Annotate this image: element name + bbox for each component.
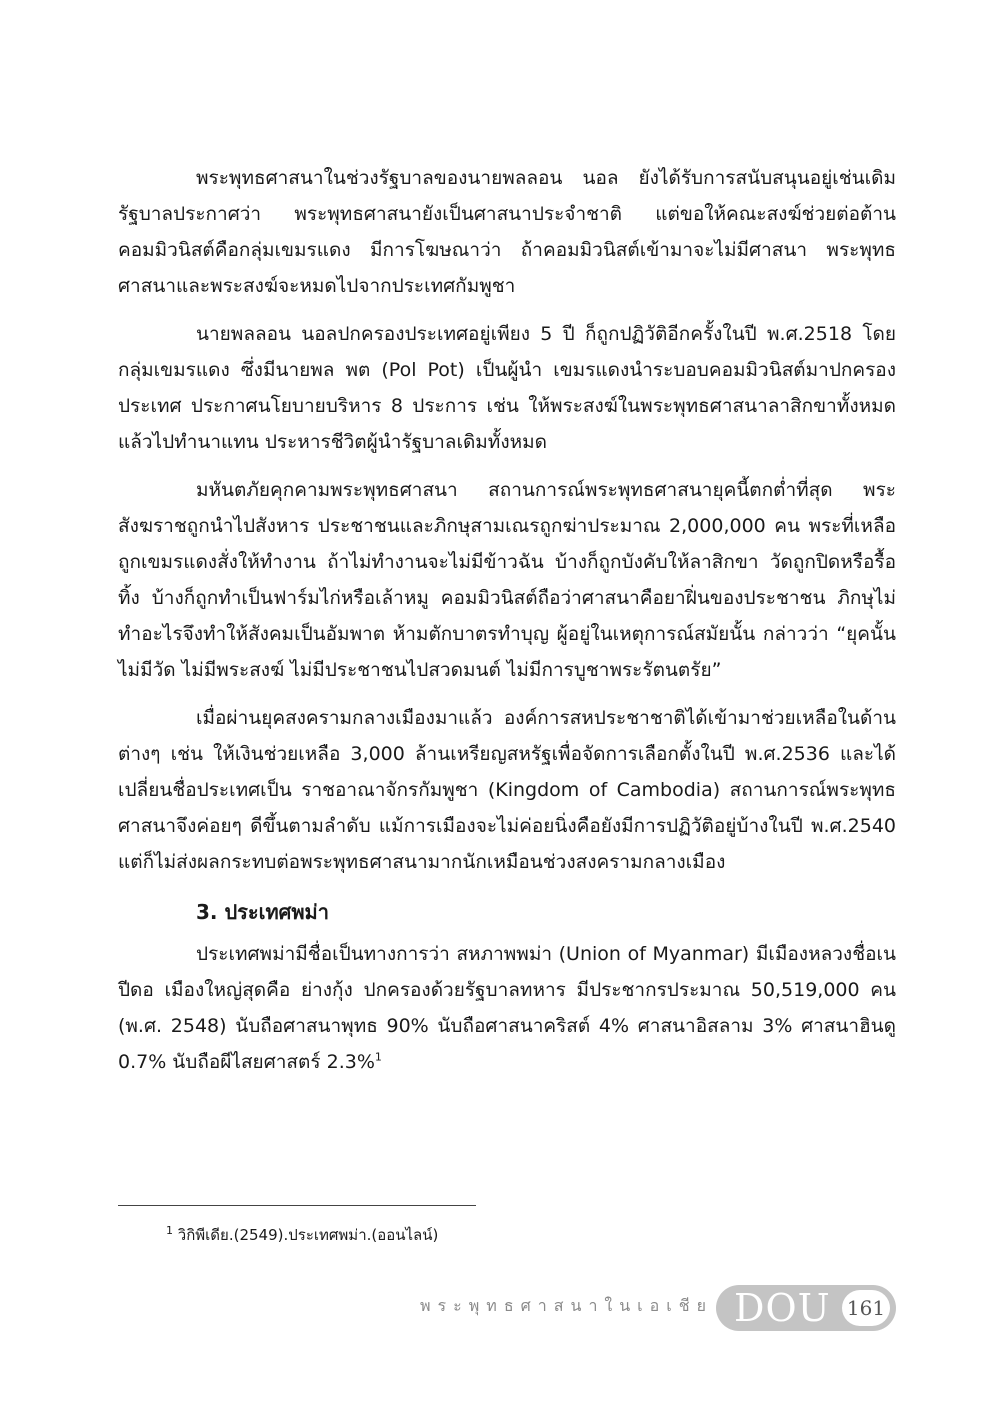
footnote-text: วิกิพีเดีย.(2549).ประเทศพม่า.(ออนไลน์) [177,1226,439,1244]
paragraph-khmer-rouge-takeover: นายพลลอน นอลปกครองประเทศอยู่เพียง 5 ปี ก็ถูกปฏิวัติอีกครั้งในปี พ.ศ.2518 โดยกลุ่มเขมรแดง ซึ่งมีนายพล พต (Pol Pot) เป็นผู้นำ เขมรแดงนำระบอบคอมมิวนิสต์มาปกครองประเทศ ประกาศนโยบายบริหาร 8 ประการ เช่น ให้พระสงฆ์ในพระพุทธศาสนาลาสิกขาทั้งหมด แล้วไปทำนาแทน ประหารชีวิตผู้นำรัฐบาลเดิมทั้งหมด [118,323,896,453]
page-number: 161 [842,1290,890,1326]
dou-logo-text: DOU [734,1286,831,1330]
section-heading-myanmar: 3. ประเทศพม่า [196,900,329,924]
paragraph-buddhism-crisis: มหันตภัยคุกคามพระพุทธศาสนา สถานการณ์พระพุทธศาสนายุคนี้ตกต่ำที่สุด พระสังฆราชถูกนำไปสังหาร ประชาชนและภิกษุสามเณรถูกฆ่าประมาณ 2,000,000 คน พระที่เหลือถูกเขมรแดงสั่งให้ทำงาน ถ้าไม่ทำงานจะไม่มีข้าวฉัน บ้างก็ถูกบังคับให้ลาสิกขา วัดถูกปิดหรือรื้อทิ้ง บ้างก็ถูกทำเป็นฟาร์มไก่หรือเล้าหมู คอมมิวนิสต์ถือว่าศาสนาคือยาฝิ่นของประชาชน ภิกษุไม่ทำอะไรจึงทำให้สังคมเป็นอัมพาต ห้ามตักบาตรทำบุญ ผู้อยู่ในเหตุการณ์สมัยนั้น กล่าวว่า “ยุคนั้น ไม่มีวัด ไม่มีพระสงฆ์ ไม่มีประชาชนไปสวดมนต์ ไม่มีการบูชาพระรัตนตรัย” [118,479,896,681]
footnote-divider [118,1205,476,1206]
paragraph-lon-nol-government: พระพุทธศาสนาในช่วงรัฐบาลของนายพลลอน นอล ยังได้รับการสนับสนุนอยู่เช่นเดิม รัฐบาลประกาศว่า พระพุทธศาสนายังเป็นศาสนาประจำชาติ แต่ขอให้คณะสงฆ์ช่วยต่อต้านคอมมิวนิสต์คือกลุ่มเขมรแดง มีการโฆษณาว่า ถ้าคอมมิวนิสต์เข้ามาจะไม่มีศาสนา พระพุทธศาสนาและพระสงฆ์จะหมดไปจากประเทศกัมพูชา [118,167,896,297]
myanmar-paragraph-text: ประเทศพม่ามีชื่อเป็นทางการว่า สหภาพพม่า (Union of Myanmar) มีเมืองหลวงชื่อเนปีดอ เมืองใหญ่สุดคือ ย่างกุ้ง ปกครองด้วยรัฐบาลทหาร มีประชากรประมาณ 50,519,000 คน (พ.ศ. 2548) นับถือศาสนาพุทธ 90% นับถือศาสนาคริสต์ 4% ศาสนาอิสลาม 3% ศาสนาฮินดู 0.7% นับถือผีไสยศาสตร์ 2.3% [118,943,896,1073]
footnote [166,1224,438,1246]
running-title: พระพุทธศาสนาในเอเชีย [420,1296,713,1315]
paragraph-myanmar-overview [118,936,896,1080]
dou-badge [716,1285,896,1331]
footnote-reference: 1 [374,1050,382,1064]
page-body [118,160,896,1092]
footnote-marker: 1 [166,1224,173,1237]
paragraph-un-assistance: เมื่อผ่านยุคสงครามกลางเมืองมาแล้ว องค์การสหประชาชาติได้เข้ามาช่วยเหลือในด้านต่างๆ เช่น ให้เงินช่วยเหลือ 3,000 ล้านเหรียญสหรัฐเพื่อจัดการเลือกตั้งในปี พ.ศ.2536 และได้เปลี่ยนชื่อประเทศเป็น ราชอาณาจักรกัมพูชา (Kingdom of Cambodia) สถานการณ์พระพุทธศาสนาจึงค่อยๆ ดีขึ้นตามลำดับ แม้การเมืองจะไม่ค่อยนิ่งคือยังมีการปฏิวัติอยู่บ้างในปี พ.ศ.2540 แต่ก็ไม่ส่งผลกระทบต่อพระพุทธศาสนามากนักเหมือนช่วงสงครามกลางเมือง [118,707,896,873]
